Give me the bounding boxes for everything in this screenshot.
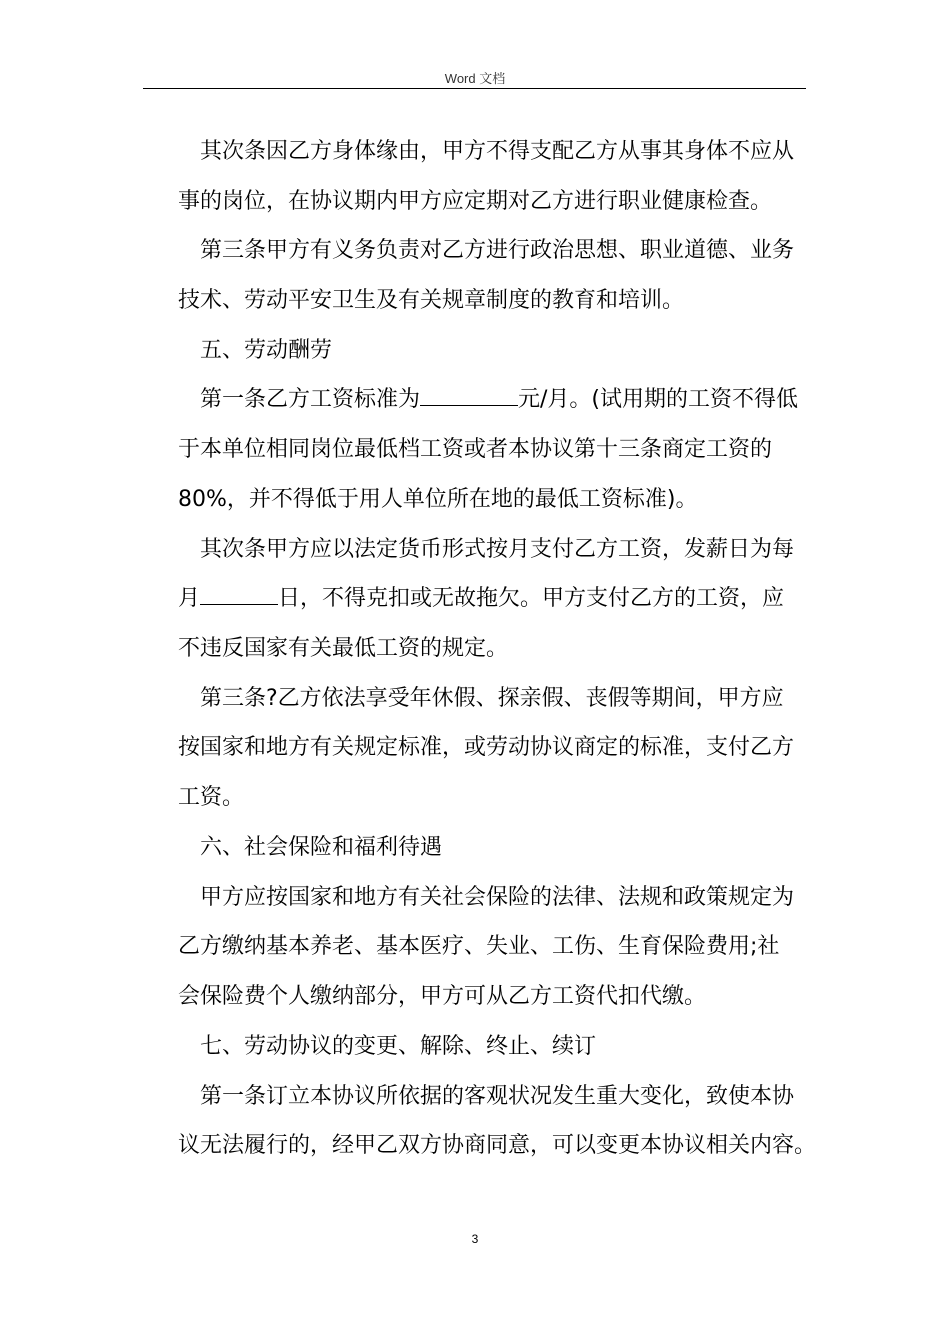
paragraph-line: 乙方缴纳基本养老、基本医疗、失业、工伤、生育保险费用;社 [178, 934, 780, 959]
paragraph-line: 80%，并不得低于用人单位所在地的最低工资标准)。 [178, 487, 698, 512]
paragraph-line: 不违反国家有关最低工资的规定。 [178, 636, 509, 661]
paragraph-line: 于本单位相同岗位最低档工资或者本协议第十三条商定工资的 [178, 437, 773, 462]
paragraph-line: 其次条甲方应以法定货币形式按月支付乙方工资，发薪日为每 [200, 537, 795, 562]
section-heading: 六、社会保险和福利待遇 [200, 835, 443, 860]
paragraph-line: 甲方应按国家和地方有关社会保险的法律、法规和政策规定为 [200, 885, 795, 910]
paragraph-line: 按国家和地方有关规定标准，或劳动协议商定的标准，支付乙方 [178, 735, 795, 760]
paragraph-line: 事的岗位，在协议期内甲方应定期对乙方进行职业健康检查。 [178, 189, 773, 214]
paragraph-line: 会保险费个人缴纳部分，甲方可从乙方工资代扣代缴。 [178, 984, 707, 1009]
paragraph-line: 工资。 [178, 785, 245, 810]
header-divider [143, 88, 806, 89]
page-number: 3 [471, 1232, 479, 1246]
paragraph-line: 议无法履行的，经甲乙双方协商同意，可以变更本协议相关内容。 [178, 1133, 817, 1158]
section-heading: 七、劳动协议的变更、解除、终止、续订 [200, 1034, 597, 1059]
line-text-before-blank: 月 [178, 586, 201, 611]
section-heading: 五、劳动酬劳 [200, 338, 333, 363]
paragraph-line [178, 584, 784, 614]
payday-blank [200, 584, 278, 605]
wage-amount-blank [420, 385, 518, 406]
paragraph-line [200, 385, 798, 415]
paragraph-line: 第三条甲方有义务负责对乙方进行政治思想、职业道德、业务 [200, 238, 795, 263]
line-text-after-blank: 日，不得克扣或无故拖欠。甲方支付乙方的工资，应 [278, 586, 785, 611]
paragraph-line: 第一条订立本协议所依据的客观状况发生重大变化，致使本协 [200, 1084, 795, 1109]
line-text-after-blank: 元/月。(试用期的工资不得低 [518, 387, 799, 412]
paragraph-line: 其次条因乙方身体缘由，甲方不得支配乙方从事其身体不应从 [200, 139, 795, 164]
paragraph-line: 第三条?乙方依法享受年休假、探亲假、丧假等期间，甲方应 [200, 686, 784, 711]
line-text-before-blank: 第一条乙方工资标准为 [200, 387, 421, 412]
header-title: Word 文档 [444, 71, 506, 86]
paragraph-line: 技术、劳动平安卫生及有关规章制度的教育和培训。 [178, 288, 685, 313]
